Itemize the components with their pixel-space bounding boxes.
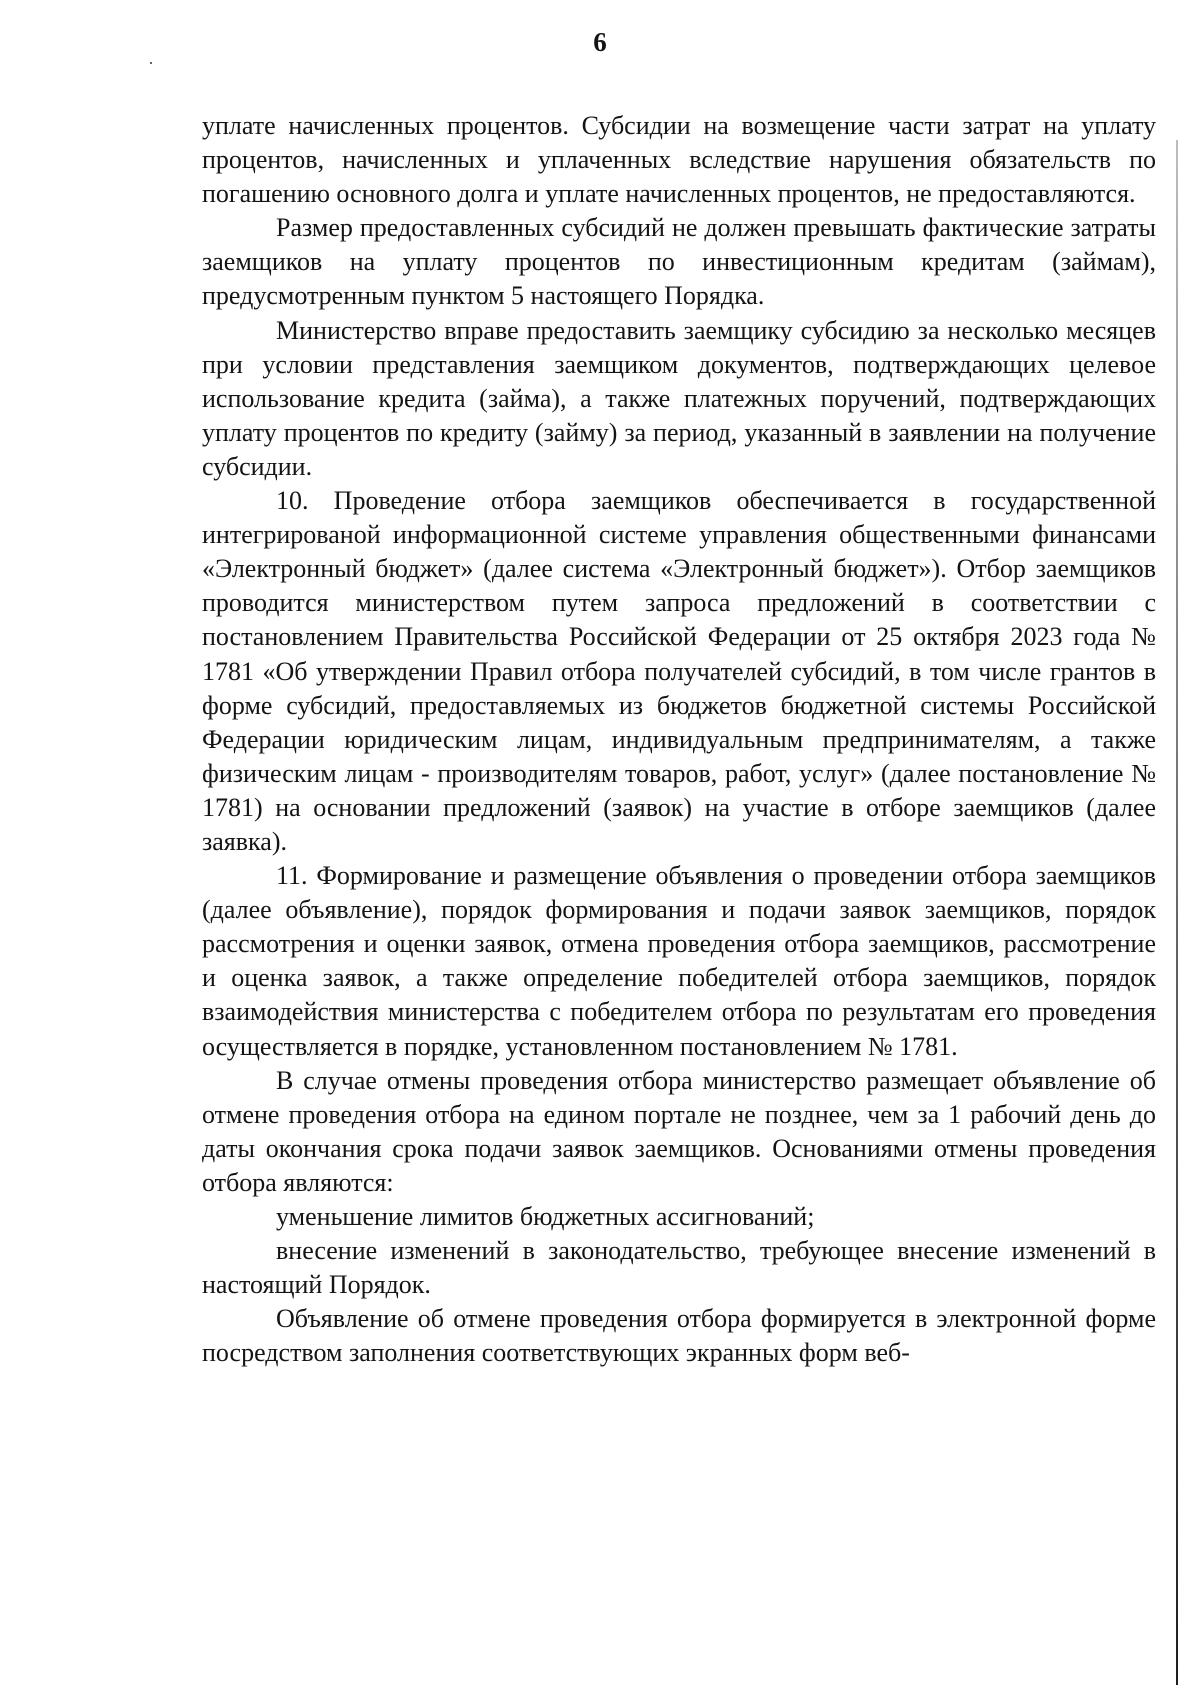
paragraph-item-10: 10. Проведение отбора заемщиков обеспечивается в государственной интегрированой информационной системе управления общественными финансами «Электронный бюджет» (далее система «Электронный бюджет»). Отбор заемщиков проводится министерством путем запроса предложений в соответствии с постановлением Правительства Российской Федерации от 25 октября 2023 года № 1781 «Об утверждении Правил отбора получателей субсидий, в том числе грантов в форме субсидий, предоставляемых из бюджетов бюджетной системы Российской Федерации юридическим лицам, индивидуальным предпринимателям, а также физическим лицам - производителям товаров, работ, услуг» (далее постановление № 1781) на основании предложений (заявок) на участие в отборе заемщиков (далее заявка). — [202, 486, 1156, 856]
paragraph-item-11: 11. Формирование и размещение объявления о проведении отбора заемщиков (далее объявление), порядок формирования и подачи заявок заемщиков, порядок рассмотрения и оценки заявок, отмена проведения отбора заемщиков, рассмотрение и оценка заявок, а также определение победителей отбора заемщиков, порядок взаимодействия министерства с победителем отбора по результатам его проведения осуществляется в порядке, установленном постановлением № 1781. — [202, 861, 1156, 1061]
paragraph-ground-2: внесение изменений в законодательство, требующее внесение изменений в настоящий Порядок. — [202, 1236, 1156, 1300]
paragraph-ground-1: уменьшение лимитов бюджетных ассигнований; — [276, 1202, 815, 1231]
document-body — [202, 109, 1156, 1370]
paragraph-subsidy-limit: Размер предоставленных субсидий не должен превышать фактические затраты заемщиков на уплату процентов по инвестиционным кредитам (займам), предусмотренным пунктом 5 настоящего Порядка. — [202, 213, 1156, 311]
page-number: 6 — [593, 27, 607, 57]
paragraph-ministry-rights: Министерство вправе предоставить заемщику субсидию за несколько месяцев при условии представления заемщиком документов, подтверждающих целевое использование кредита (займа), а также платежных поручений, подтверждающих уплату процентов по кредиту (займу) за период, указанный в заявлении на получение субсидии. — [202, 315, 1156, 481]
paragraph-cancellation: В случае отмены проведения отбора министерство размещает объявление об отмене проведения отбора на едином портале не позднее, чем за 1 рабочий день до даты окончания срока подачи заявок заемщиков. Основаниями отмены проведения отбора являются: — [202, 1065, 1156, 1197]
paragraph-cancellation-notice: Объявление об отмене проведения отбора формируется в электронной форме посредством заполнения соответствующих экранных форм веб- — [202, 1304, 1156, 1368]
paragraph-continuation: уплате начисленных процентов. Субсидии на возмещение части затрат на уплату процентов, начисленных и уплаченных вследствие нарушения обязательств по погашению основного долга и уплате начисленных процентов, не предоставляются. — [202, 111, 1156, 209]
scan-speck — [150, 62, 152, 64]
scan-edge-line — [1176, 140, 1178, 1685]
